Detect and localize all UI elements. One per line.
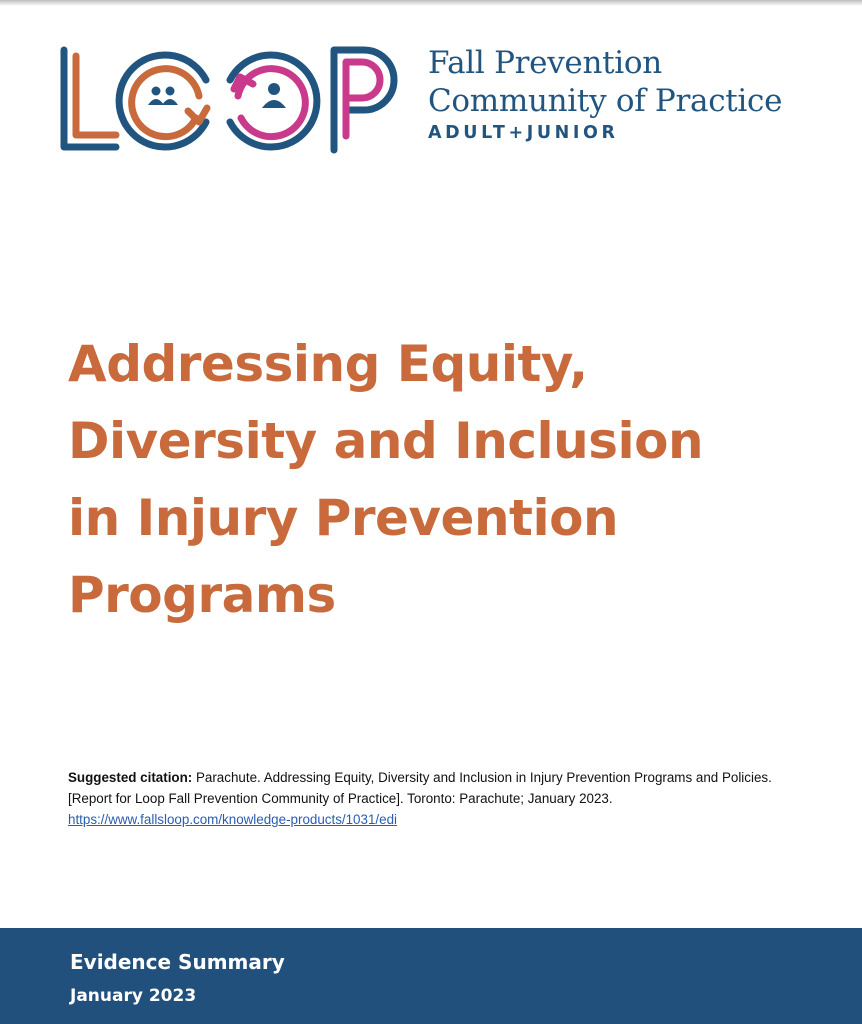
suggested-citation — [68, 767, 788, 830]
publication-date: January 2023 — [70, 986, 197, 1006]
logo-second-o — [230, 55, 317, 147]
org-name-line2: Community of Practice — [428, 83, 783, 119]
logo-letter-l — [64, 50, 116, 147]
people-group-icon — [148, 87, 178, 106]
person-icon — [262, 83, 286, 108]
citation-text: Parachute. Addressing Equity, Diversity and Inclusion in Injury Prevention Programs and Policies. [Report for Loop Fall Prevention Community of Practice]. Toronto: Parachute; January 2023. — [68, 770, 772, 806]
logo-letter-p — [334, 50, 394, 150]
document-type: Evidence Summary — [70, 950, 285, 974]
citation-label: Suggested citation: — [68, 770, 193, 785]
org-tagline: ADULT+JUNIOR — [428, 123, 619, 143]
org-name-line1: Fall Prevention — [428, 45, 662, 81]
footer-banner — [0, 928, 862, 1024]
page-top-shadow — [0, 0, 862, 6]
organization-name — [428, 44, 782, 143]
document-title: Addressing Equity, Diversity and Inclusion in Injury Prevention Programs — [68, 335, 704, 624]
loop-logo — [56, 44, 408, 159]
citation-link[interactable]: https://www.fallsloop.com/knowledge-products/1031/edi — [68, 812, 397, 827]
logo-first-o — [119, 55, 207, 147]
